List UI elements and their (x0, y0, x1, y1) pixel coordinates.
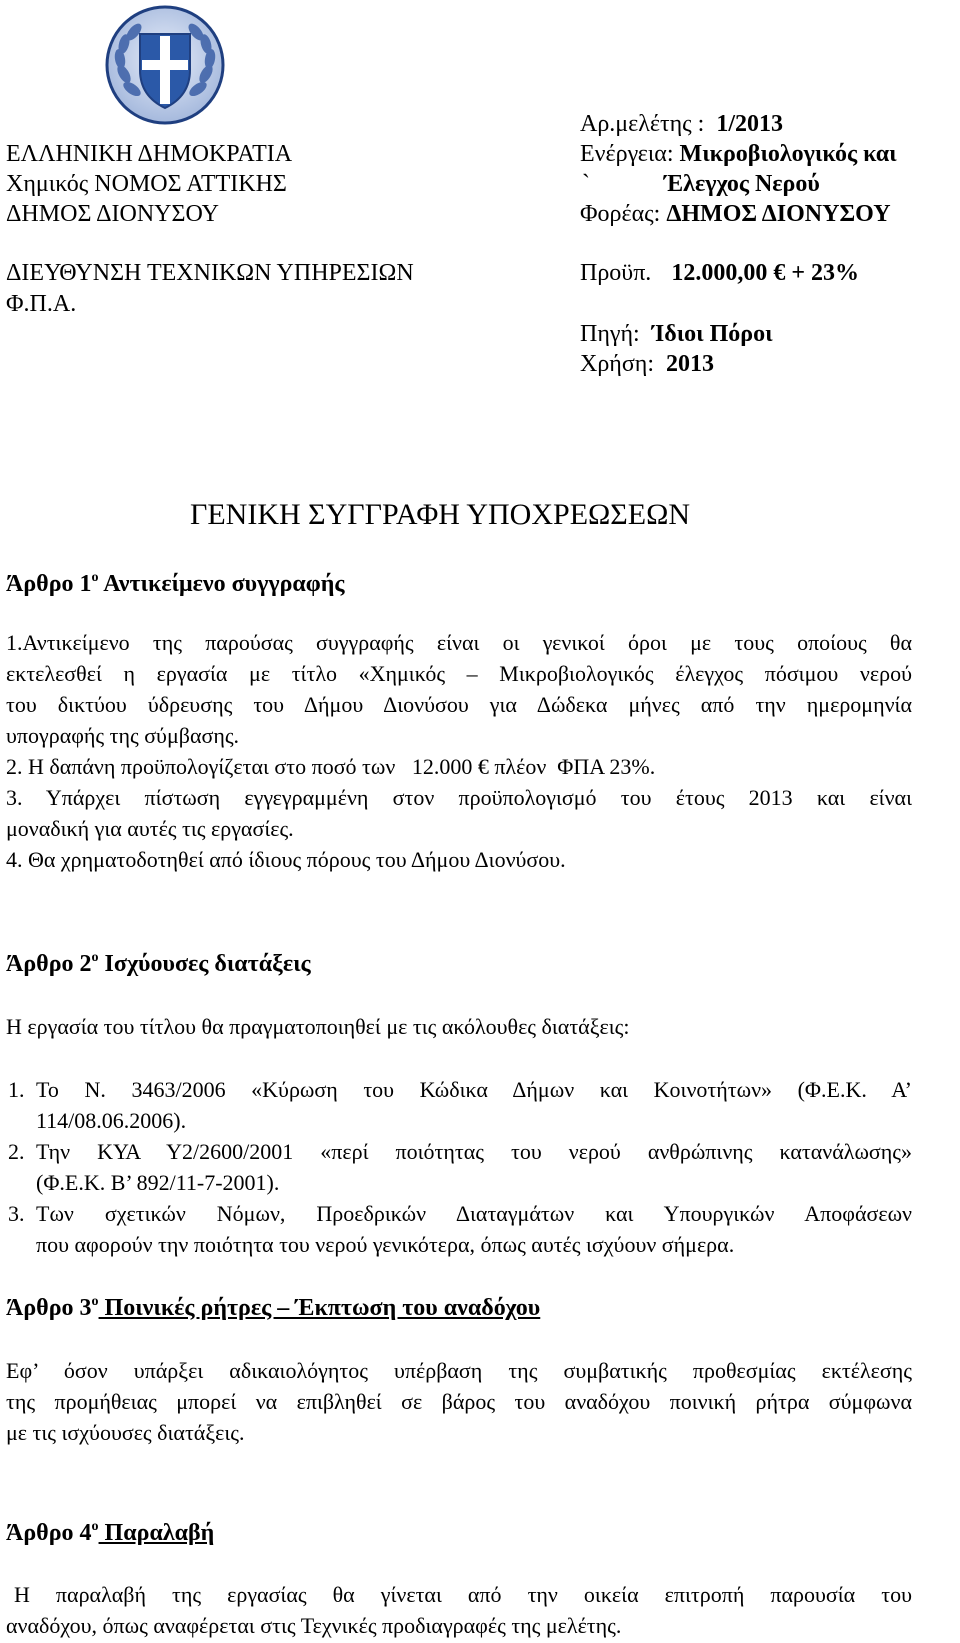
article-2-number: Άρθρο 2 (6, 951, 92, 977)
article-1-title: Αντικείμενο συγγραφής (98, 571, 345, 597)
article-4-number: Άρθρο 4 (6, 1520, 92, 1546)
list-item-number: 2. (8, 1139, 25, 1164)
agency-value: ΔΗΜΟΣ ΔΙΟΝΥΣΟΥ (666, 201, 891, 227)
article-3-heading (6, 1292, 540, 1324)
agency-label: Φορέας: (580, 201, 661, 227)
article-3-superscript: ο (91, 1294, 99, 1309)
list-item-number: 1. (8, 1077, 25, 1102)
action-continued: Έλεγχος Νερού (664, 171, 820, 197)
header-left-line-4: ΔΙΕΥΘΥΝΣΗ ΤΕΧΝΙΚΩΝ ΥΠΗΡΕΣΙΩΝ (6, 260, 414, 286)
article-1-number: Άρθρο 1 (6, 571, 92, 597)
article-4-superscript: ο (91, 1519, 99, 1534)
action-value: Μικροβιολογικός και (679, 141, 897, 167)
article-1-p2: 2. Η δαπάνη προϋπολογίζεται στο ποσό των 12.000 € πλέον ΦΠΑ 23%. (6, 754, 656, 779)
article-4-heading (6, 1517, 214, 1549)
article-1-p1-line-4: υπογραφής της σύμβασης. (6, 723, 240, 748)
article-1-body (6, 627, 912, 875)
article-3-title: Ποινικές ρήτρες – Έκπτωση του αναδόχου (98, 1295, 541, 1321)
document-title: ΓΕΝΙΚΗ ΣΥΓΓΡΑΦΗ ΥΠΟΧΡΕΩΣΕΩΝ (190, 498, 691, 531)
article-3-line-3: με τις ισχύουσες διατάξεις. (6, 1420, 245, 1445)
article-2-list-item (8, 1198, 912, 1260)
funding-source-label: Πηγή: (580, 321, 640, 347)
budget (580, 257, 859, 289)
article-1-heading (6, 568, 345, 600)
header-left-line-2: Χημικός ΝΟΜΟΣ ΑΤΤΙΚΗΣ (6, 171, 287, 197)
header-left-line-3: ΔΗΜΟΣ ΔΙΟΝΥΣΟΥ (6, 201, 219, 227)
agency (580, 198, 891, 230)
article-1-p3-line-2: μοναδική για αυτές τις εργασίες. (6, 816, 294, 841)
list-item-number: 3. (8, 1201, 25, 1226)
article-3-number: Άρθρο 3 (6, 1295, 92, 1321)
header-left-line-1: ΕΛΛΗΝΙΚΗ ΔΗΜΟΚΡΑΤΙΑ (6, 141, 293, 167)
article-1-p1-line-2: εκτελεσθεί η εργασία με τίτλο «Χημικός – Μικροβιολογικός έλεγχος πόσιμου νερού (6, 661, 912, 686)
list-item-line-2: που αφορούν την ποιότητα του νερού γενικότερα, όπως αυτές ισχύουν σήμερα. (36, 1232, 735, 1257)
article-3-line-2: της προμήθειας μπορεί να επιβληθεί σε βάρος του αναδόχου ποινική ρήτρα σύμφωνα (6, 1389, 912, 1414)
article-3-line-1: Εφ’ όσον υπάρξει αδικαιολόγητος υπέρβαση της συμβατικής προθεσμίας εκτέλεσης (6, 1358, 912, 1383)
list-item-line-1: Των σχετικών Νόμων, Προεδρικών Διαταγμάτων και Υπουργικών Αποφάσεων (36, 1201, 912, 1226)
greek-republic-emblem-icon (104, 4, 226, 126)
action-label: Ενέργεια: (580, 141, 674, 167)
article-1-p4: 4. Θα χρηματοδοτηθεί από ίδιους πόρους του Δήμου Διονύσου. (6, 847, 566, 872)
article-4-line-2: αναδόχου, όπως αναφέρεται στις Τεχνικές προδιαγραφές της μελέτης. (6, 1613, 622, 1638)
list-item-line-2: (Φ.Ε.Κ. Β’ 892/11-7-2001). (36, 1170, 280, 1195)
article-4-title: Παραλαβή (98, 1520, 215, 1546)
article-2-intro: Η εργασία του τίτλου θα πραγματοποιηθεί με τις ακόλουθες διατάξεις: (6, 1014, 630, 1039)
funding-source-value: Ίδιοι Πόροι (651, 321, 773, 347)
list-item-line-2: 114/08.06.2006). (36, 1108, 187, 1133)
article-4-body (6, 1579, 912, 1641)
fiscal-year-value: 2013 (666, 351, 715, 377)
article-2-superscript: ο (91, 950, 99, 965)
list-item-line-1: Το Ν. 3463/2006 «Κύρωση του Κώδικα Δήμων και Κοινοτήτων» (Φ.Ε.Κ. Α’ (36, 1077, 912, 1102)
article-4-line-1: Η παραλαβή της εργασίας θα γίνεται από την οικεία επιτροπή παρουσία του (14, 1582, 912, 1607)
article-1-p1-line-3: του δικτύου ύδρευσης του Δήμου Διονύσου για Δώδεκα μήνες από την ημερομηνία (6, 692, 912, 717)
budget-value: 12.000,00 € + 23% (671, 260, 859, 286)
action-mark: ` (582, 171, 590, 197)
study-number (580, 108, 783, 140)
article-2-heading (6, 948, 311, 980)
article-1-p3-line-1: 3. Υπάρχει πίστωση εγγεγραμμένη στον προϋπολογισμό του έτους 2013 και είναι (6, 785, 912, 810)
study-number-value: 1/2013 (716, 111, 784, 137)
article-3-body (6, 1355, 912, 1448)
funding-source (580, 318, 773, 350)
article-2-list-item (8, 1074, 912, 1136)
action (580, 138, 897, 170)
article-1-superscript: ο (91, 570, 99, 585)
article-2-title: Ισχύουσες διατάξεις (98, 951, 311, 977)
study-number-label: Αρ.μελέτης : (580, 111, 705, 137)
fiscal-year-label: Χρήση: (580, 351, 655, 377)
list-item-line-1: Την ΚΥΑ Υ2/2600/2001 «περί ποιότητας του νερού ανθρώπινης κατανάλωσης» (36, 1139, 912, 1164)
header-left-line-5: Φ.Π.Α. (6, 291, 77, 317)
fiscal-year (580, 348, 714, 380)
budget-label: Προϋπ. (580, 260, 652, 286)
article-1-p1-line-1: 1.Αντικείμενο της παρούσας συγγραφής είναι οι γενικοί όροι με τους οποίους θα (6, 630, 912, 655)
article-2-list-item (8, 1136, 912, 1198)
